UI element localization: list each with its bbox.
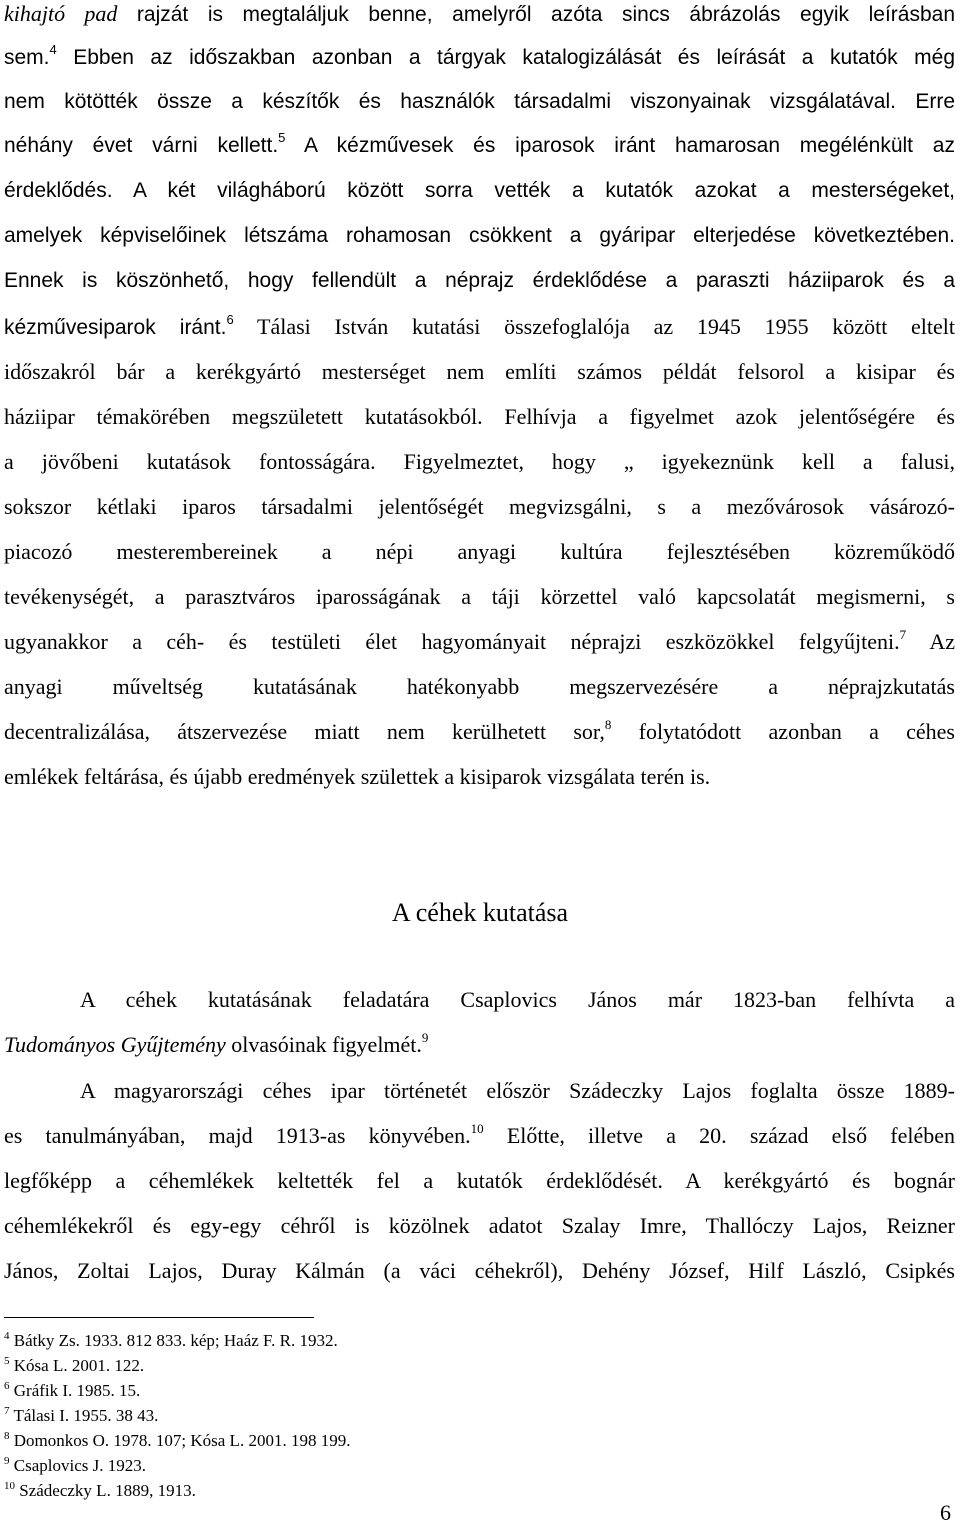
footnote-text: Gráfik I. 1985. 15. (9, 1381, 141, 1400)
text-run: es tanulmányában, majd 1913-as könyvében. (4, 1123, 471, 1148)
footnote-ref: 6 (226, 312, 234, 327)
text-run: rajzát is megtaláljuk benne, amelyről azóta sincs ábrázolás egyik leírásban (117, 3, 955, 26)
footnote-number: 7 (4, 1405, 10, 1417)
body-line (4, 224, 955, 248)
footnote-number: 9 (4, 1455, 10, 1467)
footnote-text: Szádeczky L. 1889, 1913. (15, 1481, 196, 1500)
footnote-ref: 10 (470, 1121, 484, 1136)
text-run: sem. (4, 46, 50, 69)
body-line (4, 269, 955, 293)
text-run: A céhek kutatásának feladatára Csaplovics János már 1823-ban felhívta a (80, 987, 955, 1012)
footnote (4, 1456, 146, 1476)
body-line (4, 42, 955, 70)
footnote-ref: 4 (49, 42, 57, 57)
text-run: legfőképp a céhemlékek keltették fel a kutatók érdeklődését. A kerékgyártó és bognár (4, 1168, 955, 1193)
text-run: Ennek is köszönhető, hogy fellendült a néprajz érdeklődése a paraszti háziiparok és a (4, 269, 955, 292)
body-line (80, 1078, 955, 1104)
footnote-number: 5 (4, 1355, 10, 1367)
body-line (4, 1213, 955, 1239)
footnote-text: Bátky Zs. 1933. 812 833. kép; Haáz F. R. 1932. (9, 1331, 338, 1350)
body-line (4, 674, 955, 700)
footnote (4, 1406, 158, 1426)
text-run: sokszor kétlaki iparos társadalmi jelentőségét megvizsgálni, s a mezővárosok vásározó- (4, 494, 955, 519)
text-run: amelyek képviselőinek létszáma rohamosan csökkent a gyáripar elterjedése következtében. (4, 224, 955, 247)
text-run: A magyarországi céhes ipar történetét először Szádeczky Lajos foglalta össze 1889- (80, 1078, 955, 1103)
body-line (4, 130, 955, 158)
body-line (4, 719, 955, 745)
footnote-number: 6 (4, 1380, 10, 1392)
body-line (4, 404, 955, 430)
text-run: olvasóinak figyelmét. (225, 1032, 422, 1057)
body-line (4, 179, 955, 203)
body-line (4, 1, 955, 27)
body-line (4, 1123, 955, 1149)
text-run: időszakról bár a kerékgyártó mesterséget nem említi számos példát felsorol a kisipar és (4, 359, 955, 384)
text-run: anyagi műveltség kutatásának hatékonyabb megszervezésére a néprajzkutatás (4, 674, 955, 699)
text-run: piacozó mesterembereinek a népi anyagi kultúra fejlesztésében közreműködő (4, 539, 955, 564)
footnote-ref: 7 (899, 627, 907, 642)
text-run: folytatódott azonban a céhes (611, 719, 955, 744)
body-line (4, 1168, 955, 1194)
text-run: tevékenységét, a parasztváros iparosságának a táji körzettel való kapcsolatát megismerni, s (4, 584, 955, 609)
text-run: céhemlékekről és egy-egy céhről is közölnek adatot Szalay Imre, Thallóczy Lajos, Reizner (4, 1213, 955, 1238)
footnote-text: Tálasi I. 1955. 38 43. (9, 1406, 159, 1425)
footnote-text: Domonkos O. 1978. 107; Kósa L. 2001. 198 199. (9, 1431, 351, 1450)
italic-title: Tudományos Gyűjtemény (4, 1032, 226, 1057)
footnote (4, 1481, 196, 1501)
text-run: néhány évet várni kellett. (4, 134, 279, 157)
text-run: Tálasi István kutatási összefoglalója az 1945 1955 között eltelt (233, 314, 956, 339)
body-line (4, 314, 955, 340)
body-line (4, 494, 955, 520)
footnote-ref: 5 (278, 130, 286, 145)
footnote-text: Kósa L. 2001. 122. (9, 1356, 145, 1375)
section-heading: A céhek kutatása (391, 898, 569, 927)
footnote-ref: 8 (604, 717, 612, 732)
text-run: Előtte, illetve a 20. század első felében (483, 1123, 955, 1148)
body-line (4, 359, 955, 385)
footnote (4, 1331, 338, 1351)
text-run: háziipar témakörében megszületett kutatásokból. Felhívja a figyelmet azok jelentőségére és (4, 404, 955, 429)
footnote-number: 4 (4, 1330, 10, 1342)
text-run: a jövőbeni kutatások fontosságára. Figyelmeztet, hogy „ igyekeznünk kell a falusi, (4, 449, 955, 474)
italic-term: kihajtó pad (4, 1, 118, 26)
footnote-number: 8 (4, 1430, 10, 1442)
body-line (4, 449, 955, 475)
body-line (4, 90, 955, 114)
text-run: érdeklődés. A két világháború között sorra vették a kutatók azokat a mesterségeket, (4, 179, 955, 202)
footnote (4, 1356, 144, 1376)
body-line (4, 629, 955, 655)
footnote (4, 1431, 350, 1451)
body-line (4, 1258, 955, 1284)
footnote-text: Csaplovics J. 1923. (9, 1456, 146, 1475)
body-line (80, 987, 955, 1013)
text-run: ugyanakkor a céh- és testületi élet hagyományait néprajzi eszközökkel felgyűjteni. (4, 629, 900, 654)
text-run: János, Zoltai Lajos, Duray Kálmán (a váci céhekről), Dehény József, Hilf László, Csipkés (4, 1258, 955, 1283)
body-line (4, 1032, 955, 1058)
text-run: A kézművesek és iparosok iránt hamarosan megélénkült az (285, 134, 955, 157)
footnote (4, 1381, 140, 1401)
body-line (4, 764, 955, 790)
footnote-ref: 9 (421, 1030, 429, 1045)
text-run: Ebben az időszakban azonban a tárgyak katalogizálását és leírását a kutatók még (56, 46, 955, 69)
text-run: Az (906, 629, 955, 654)
body-line (4, 584, 955, 610)
page-number: 6 (940, 1500, 951, 1525)
footnote-separator (4, 1317, 314, 1318)
text-run: nem kötötték össze a készítők és használók társadalmi viszonyainak vizsgálatával. Erre (4, 90, 955, 113)
body-line (4, 539, 955, 565)
text-run: kézművesiparok iránt. (4, 316, 227, 339)
text-run: decentralizálása, átszervezése miatt nem kerülhetett sor, (4, 719, 605, 744)
footnote-number: 10 (4, 1480, 15, 1492)
text-run: emlékek feltárása, és újabb eredmények születtek a kisiparok vizsgálata terén is. (4, 764, 711, 789)
